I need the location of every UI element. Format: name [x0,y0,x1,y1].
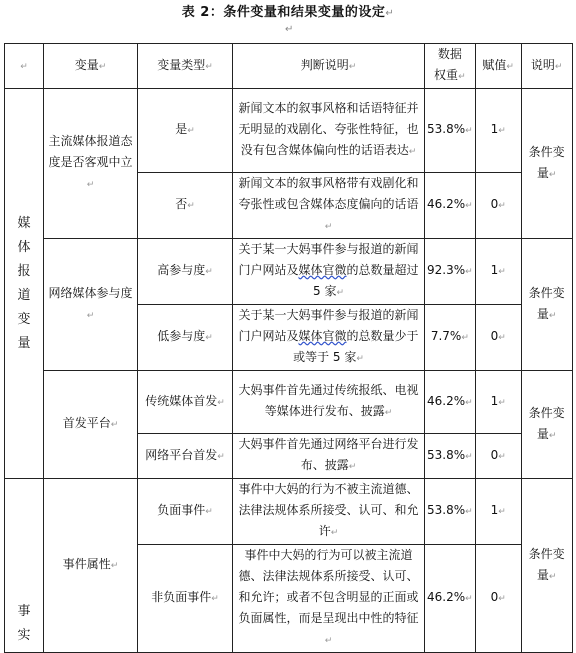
value-cell: 1↵ [475,89,521,173]
group-fact-variable: 事 实 [5,479,44,653]
type-cell: 传统媒体首发↵ [138,371,233,434]
judgment-cell: 事件中大妈的行为可以被主流道德、法律法规体系所接受、认可、和允许；或者不包含明显的正面或负面属性，而是呈现出中性的特征↵ [233,545,425,653]
value-cell: 1↵ [475,479,521,545]
note-cell: 条件变量↵ [521,479,572,653]
table-row [5,239,573,305]
header-weight: 数据 权重↵ [425,44,476,89]
weight-cell: 92.3%↵ [425,239,476,305]
value-cell: 0↵ [475,434,521,479]
type-cell: 低参与度↵ [138,305,233,371]
weight-cell: 53.8%↵ [425,479,476,545]
judgment-cell: 大妈事件首先通过传统报纸、电视等媒体进行发布、披露↵ [233,371,425,434]
value-cell: 1↵ [475,371,521,434]
group-media-report-variable: 媒 体 报 道 变 量 [5,89,44,479]
table-caption [0,1,576,20]
header-judgment: 判断说明↵ [233,44,425,89]
type-cell: 网络平台首发↵ [138,434,233,479]
weight-cell: 53.8%↵ [425,434,476,479]
note-cell: 条件变量↵ [521,239,572,371]
value-cell: 1↵ [475,239,521,305]
paragraph-mark-icon: ↵ [285,24,294,35]
type-cell: 否↵ [138,173,233,239]
weight-cell: 53.8%↵ [425,89,476,173]
header-row [5,44,573,89]
variable-event: 事件属性↵ [44,479,138,653]
header-blank: ↵ [5,44,44,89]
type-cell: 是↵ [138,89,233,173]
note-cell: 条件变量↵ [521,371,572,479]
weight-cell: 46.2%↵ [425,173,476,239]
variable-platform: 首发平台↵ [44,371,138,479]
variable-network: 网络媒体参与度↵ [44,239,138,371]
header-variable-type: 变量类型↵ [138,44,233,89]
type-cell: 高参与度↵ [138,239,233,305]
value-cell: 0↵ [475,545,521,653]
weight-cell: 46.2%↵ [425,371,476,434]
header-value: 赋值↵ [475,44,521,89]
judgment-cell: 事件中大妈的行为不被主流道德、法律法规体系所接受、认可、和允许↵ [233,479,425,545]
judgment-cell: 新闻文本的叙事风格带有戏剧化和夸张性或包含媒体态度偏向的话语↵ [233,173,425,239]
variable-mainstream: 主流媒体报道态度是否客观中立↵ [44,89,138,239]
judgment-cell: 大妈事件首先通过网络平台进行发布、披露↵ [233,434,425,479]
weight-cell: 7.7%↵ [425,305,476,371]
weight-cell: 46.2%↵ [425,545,476,653]
paragraph-mark-icon: ↵ [385,8,395,19]
table-caption-text: 表 2：条件变量和结果变量的设定 [181,5,386,20]
variables-table [4,43,573,653]
header-note: 说明↵ [521,44,572,89]
judgment-cell: 新闻文本的叙事风格和话语特征并无明显的戏剧化、夸张性特征，也没有包含媒体偏向性的话语表达↵ [233,89,425,173]
value-cell: 0↵ [475,173,521,239]
table-row [5,371,573,434]
judgment-cell: 关于某一大妈事件参与报道的新闻门户网站及媒体官微的总数量超过 5 家↵ [233,239,425,305]
value-cell: 0↵ [475,305,521,371]
judgment-cell: 关于某一大妈事件参与报道的新闻门户网站及媒体官微的总数量少于或等于 5 家↵ [233,305,425,371]
note-cell: 条件变量↵ [521,89,572,239]
type-cell: 负面事件↵ [138,479,233,545]
table-row [5,479,573,545]
type-cell: 非负面事件↵ [138,545,233,653]
header-variable: 变量↵ [44,44,138,89]
table-row [5,89,573,173]
